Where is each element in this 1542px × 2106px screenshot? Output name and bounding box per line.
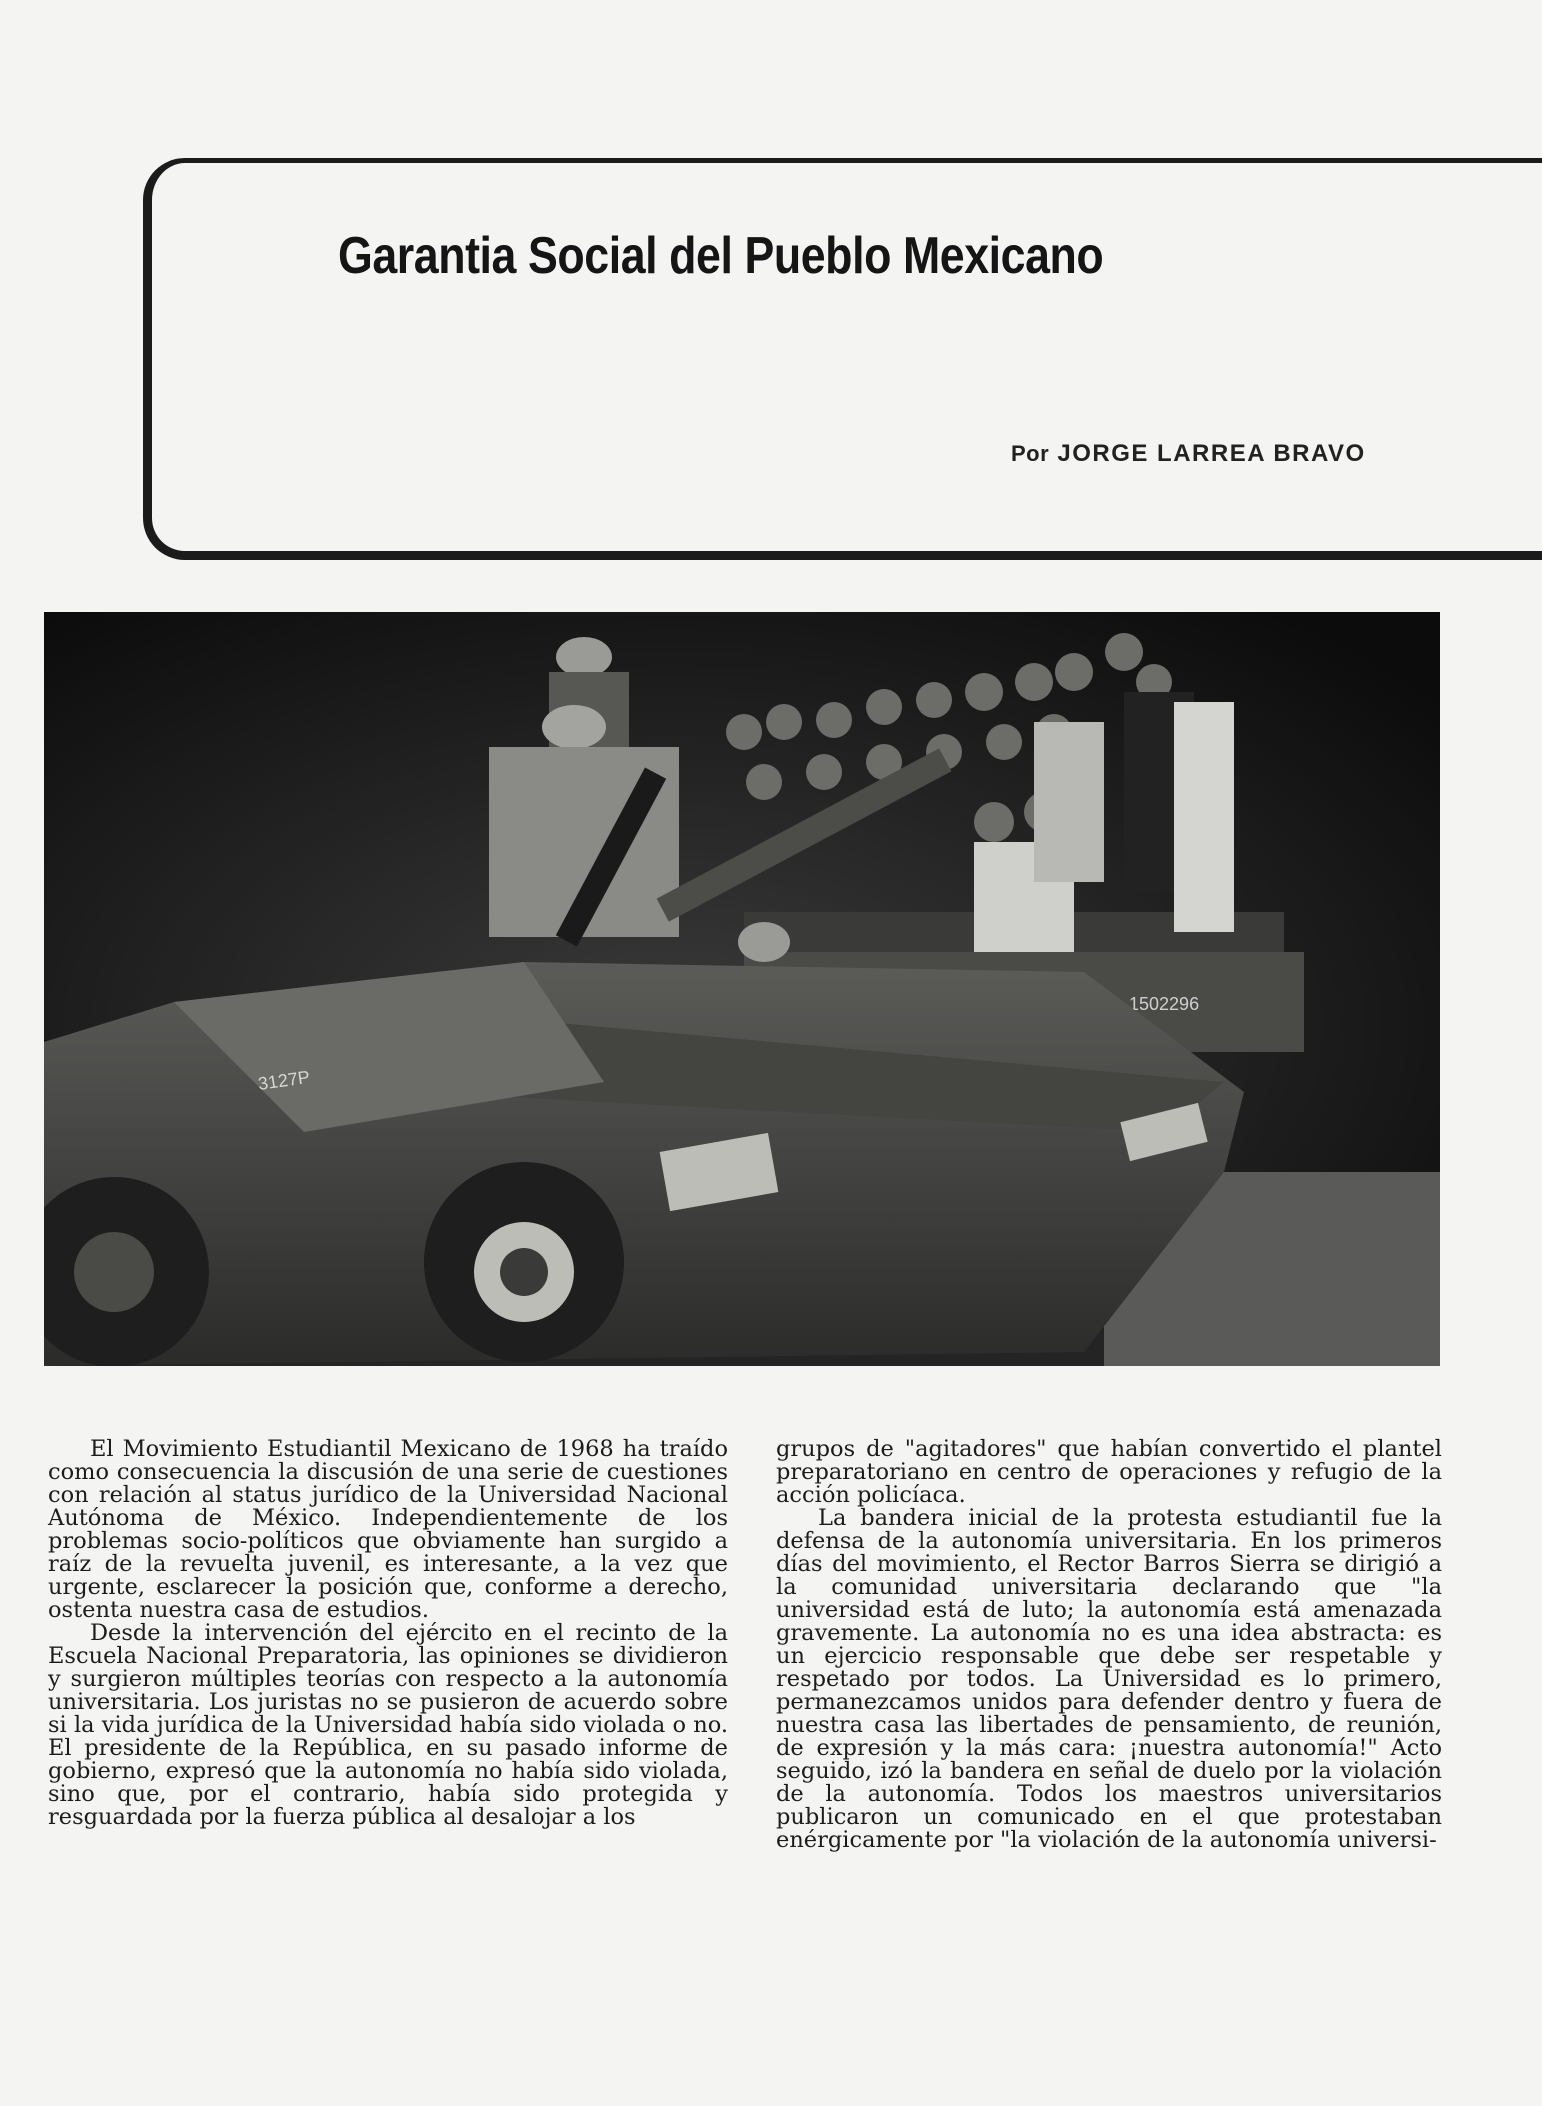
article-column-right: [776, 1438, 1442, 1852]
paragraph: El Movimiento Estudiantil Mexicano de 1968 ha traído como consecuencia la discusión de una serie de cuestiones con relación al status jurídico de la Universidad Nacional Autónoma de México. Independientemente de los problemas socio-políticos que obviamente han surgido a raíz de la revuelta juvenil, es interesante, a la vez que urgente, esclarecer la posición que, conforme a derecho, ostenta nuestra casa de estudios.: [48, 1436, 728, 1623]
turret-number: 3127P: [256, 1066, 312, 1094]
paragraph: La bandera inicial de la protesta estudiantil fue la defensa de la autonomía universitaria. En los primeros días del movimiento, el Rector Barros Sierra se dirigió a la comunidad universitaria declarando que "la universidad está de luto; la autonomía está amenazada gravemente. La autonomía no es una idea abstracta: es un ejercicio responsable que debe ser respetable y respetado por todos. La Universidad es lo primero, permanezcamos unidos para defender dentro y fuera de nuestra casa las libertades de pensamiento, de reunión, de expresión y la más cara: ¡nuestra autonomía!" Acto seguido, izó la bandera en señal de duelo por la violación de la autonomía. Todos los maestros universitarios publicaron un comunicado en el que protestaban enérgicamente por "la violación de la autonomía universi-: [776, 1505, 1442, 1853]
paragraph: Desde la intervención del ejército en el recinto de la Escuela Nacional Preparatoria, las opiniones se dividieron y surgieron múltiples teorías con respecto a la autonomía universitaria. Los juristas no se pusieron de acuerdo sobre si la vida jurídica de la Universidad había sido violada o no. El presidente de la República, en su pasado informe de gobierno, expresó que la autonomía no había sido violada, sino que, por el contrario, había sido protegida y resguardada por la fuerza pública al desalojar a los: [48, 1620, 728, 1830]
byline-prefix: Por: [1011, 441, 1050, 466]
paragraph-continuation: grupos de "agitadores" que habían convertido el plantel preparatoriano en centro de operaciones y refugio de la acción policíaca.: [776, 1436, 1442, 1508]
title-frame: [143, 158, 1542, 560]
article-column-left: [48, 1438, 728, 1829]
byline: [1011, 440, 1366, 468]
armored-vehicle-illustration: [44, 612, 1440, 1366]
news-photo: [44, 612, 1440, 1366]
article-title: Garantia Social del Pueblo Mexicano: [338, 227, 1104, 285]
truck-number: 1502296: [1129, 994, 1200, 1014]
byline-author: JORGE LARREA BRAVO: [1057, 440, 1366, 467]
